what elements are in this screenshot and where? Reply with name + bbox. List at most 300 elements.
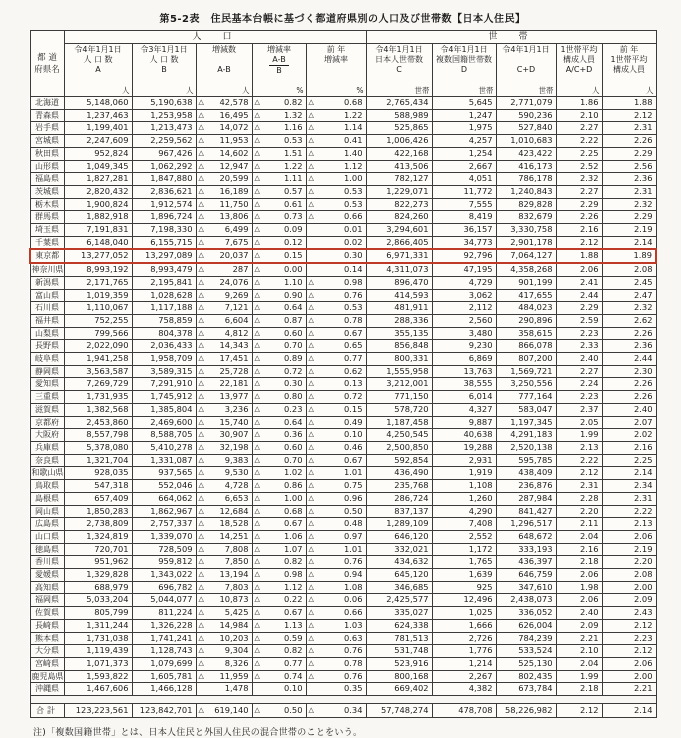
cell-c-plus-d: 2,771,079 — [496, 97, 556, 110]
unit-label: % — [296, 86, 304, 95]
decrease-triangle-icon: △ — [308, 506, 314, 515]
table-row — [30, 683, 656, 696]
header-line: 1世帯平均 — [560, 45, 598, 54]
cell-rate: △ 0.57 — [252, 185, 306, 198]
cell-c: 646,120 — [366, 530, 432, 543]
group-header-household: 世 帯 — [366, 31, 656, 44]
cell-a: 1,119,439 — [64, 645, 132, 658]
decrease-triangle-icon: △ — [198, 455, 204, 464]
cell-prev-avg-members: 2.22 — [602, 505, 656, 518]
prefecture-name: 宮崎県 — [30, 657, 64, 670]
group-header-population: 人 口 — [64, 31, 366, 44]
cell-d: 36,157 — [432, 224, 496, 237]
cell-a: 1,199,401 — [64, 122, 132, 135]
cell-c: 822,273 — [366, 198, 432, 211]
cell-c-plus-d: 290,896 — [496, 314, 556, 327]
cell-avg-members: 2.33 — [556, 340, 602, 353]
cell-d: 9,887 — [432, 416, 496, 429]
cell-prev-avg-members: 2.12 — [602, 645, 656, 658]
cell-a: 952,824 — [64, 147, 132, 160]
decrease-triangle-icon: △ — [198, 493, 204, 502]
cell-diff: △ 10,873 — [196, 594, 252, 607]
cell-c: 286,724 — [366, 492, 432, 505]
cell-avg-members: 2.24 — [556, 378, 602, 391]
decrease-triangle-icon: △ — [308, 608, 314, 617]
cell-diff: △ 18,528 — [196, 518, 252, 531]
cell-c: 414,593 — [366, 289, 432, 302]
cell-a: 1,900,824 — [64, 198, 132, 211]
cell-prev-avg-members: 2.08 — [602, 263, 656, 276]
decrease-triangle-icon: △ — [254, 174, 260, 183]
cell-avg-members: 2.37 — [556, 403, 602, 416]
cell-avg-members: 2.16 — [556, 224, 602, 237]
cell-c: 588,989 — [366, 109, 432, 122]
col-header-a — [64, 44, 132, 97]
cell-rate: △ 0.61 — [252, 198, 306, 211]
cell-rate: △ 0.70 — [252, 454, 306, 467]
cell-c: 592,854 — [366, 454, 432, 467]
decrease-triangle-icon: △ — [254, 315, 260, 324]
cell-a: 5,148,060 — [64, 97, 132, 110]
cell-b: 1,862,967 — [132, 505, 196, 518]
prefecture-name: 埼玉県 — [30, 224, 64, 237]
cell-avg-members: 2.04 — [556, 530, 602, 543]
decrease-triangle-icon: △ — [254, 366, 260, 375]
table-row — [30, 670, 656, 683]
cell-avg-members: 1.86 — [556, 97, 602, 110]
col-header-avg-members — [556, 44, 602, 97]
cell-rate: △ 0.87 — [252, 314, 306, 327]
cell-d: 4,290 — [432, 505, 496, 518]
decrease-triangle-icon: △ — [254, 570, 260, 579]
cell-avg-members: 2.22 — [556, 135, 602, 148]
cell-rate: △ 1.10 — [252, 276, 306, 289]
cell-avg-members: 2.29 — [556, 302, 602, 315]
decrease-triangle-icon: △ — [198, 315, 204, 324]
cell-prev-rate: △ 0.41 — [306, 135, 366, 148]
cell-c-plus-d: 595,785 — [496, 454, 556, 467]
table-row — [30, 173, 656, 186]
decrease-triangle-icon: △ — [198, 341, 204, 350]
decrease-triangle-icon: △ — [198, 620, 204, 629]
prefecture-name: 宮城県 — [30, 135, 64, 148]
decrease-triangle-icon: △ — [308, 186, 314, 195]
cell-c: 578,720 — [366, 403, 432, 416]
cell-a: 1,019,359 — [64, 289, 132, 302]
cell-prev-avg-members: 2.43 — [602, 607, 656, 620]
cell-prev-avg-members: 2.25 — [602, 454, 656, 467]
prefecture-name: 長崎県 — [30, 619, 64, 632]
cell-rate: 0.10 — [252, 683, 306, 696]
table-row — [30, 505, 656, 518]
cell-prev-avg-members: 2.26 — [602, 327, 656, 340]
cell-c: 436,490 — [366, 467, 432, 480]
cell-c-plus-d: 829,828 — [496, 198, 556, 211]
prefecture-name: 広島県 — [30, 518, 64, 531]
cell-a: 1,827,281 — [64, 173, 132, 186]
cell-a: 5,033,204 — [64, 594, 132, 607]
decrease-triangle-icon: △ — [198, 633, 204, 642]
table-row — [30, 391, 656, 404]
table-row — [30, 276, 656, 289]
table-row — [30, 97, 656, 110]
header-line — [499, 55, 554, 65]
prefecture-name: 奈良県 — [30, 454, 64, 467]
cell-b: 552,046 — [132, 480, 196, 493]
cell-b: 1,958,709 — [132, 353, 196, 366]
cell-a: 2,820,432 — [64, 185, 132, 198]
decrease-triangle-icon: △ — [198, 481, 204, 490]
col-header-rate — [252, 44, 306, 97]
cell-a: 5,378,080 — [64, 441, 132, 454]
decrease-triangle-icon: △ — [198, 671, 204, 680]
cell-c-plus-d: 347,610 — [496, 581, 556, 594]
cell-a: 2,022,090 — [64, 340, 132, 353]
decrease-triangle-icon: △ — [198, 379, 204, 388]
header-line: 令4年1月1日 — [74, 45, 122, 54]
cell-c: 413,506 — [366, 160, 432, 173]
decrease-triangle-icon: △ — [308, 570, 314, 579]
cell-c-plus-d: 626,004 — [496, 619, 556, 632]
cell-a: 13,277,052 — [64, 249, 132, 263]
cell-avg-members: 2.12 — [556, 467, 602, 480]
cell-prev-rate: △ 0.77 — [306, 353, 366, 366]
cell-diff: △ 619,140 — [196, 704, 252, 718]
decrease-triangle-icon: △ — [254, 633, 260, 642]
decrease-triangle-icon: △ — [308, 123, 314, 132]
cell-rate: △ 1.12 — [252, 581, 306, 594]
cell-prev-avg-members: 2.14 — [602, 467, 656, 480]
decrease-triangle-icon: △ — [254, 290, 260, 299]
cell-prev-rate: △ 1.08 — [306, 581, 366, 594]
cell-prev-rate: △ 0.72 — [306, 391, 366, 404]
cell-prev-avg-members: 2.44 — [602, 353, 656, 366]
prefecture-name: 富山県 — [30, 289, 64, 302]
cell-rate: △ 0.67 — [252, 607, 306, 620]
unit-label: 人 — [122, 86, 130, 95]
header-line: 増減率 — [324, 55, 348, 65]
cell-c: 645,120 — [366, 569, 432, 582]
table-row — [30, 289, 656, 302]
cell-c: 771,150 — [366, 391, 432, 404]
cell-prev-avg-members: 2.19 — [602, 224, 656, 237]
decrease-triangle-icon: △ — [308, 328, 314, 337]
cell-c: 332,021 — [366, 543, 432, 556]
cell-diff: △ 9,269 — [196, 289, 252, 302]
prefecture-name: 北海道 — [30, 97, 64, 110]
cell-b: 1,253,958 — [132, 109, 196, 122]
cell-c-plus-d: 336,052 — [496, 607, 556, 620]
cell-diff: △ 15,740 — [196, 416, 252, 429]
col-header-prev-avg-members — [602, 44, 656, 97]
cell-diff: △ 14,251 — [196, 530, 252, 543]
decrease-triangle-icon: △ — [254, 392, 260, 401]
cell-prev-rate: △ 0.53 — [306, 198, 366, 211]
cell-rate: △ 0.89 — [252, 353, 306, 366]
cell-d: 1,260 — [432, 492, 496, 505]
cell-prev-avg-members: 2.19 — [602, 543, 656, 556]
cell-diff: △ 6,604 — [196, 314, 252, 327]
cell-a: 7,191,831 — [64, 224, 132, 237]
cell-d: 9,230 — [432, 340, 496, 353]
cell-a: 951,962 — [64, 556, 132, 569]
decrease-triangle-icon: △ — [254, 671, 260, 680]
cell-c-plus-d: 417,655 — [496, 289, 556, 302]
prefecture-name: 和歌山県 — [30, 467, 64, 480]
prefecture-name: 鹿児島県 — [30, 670, 64, 683]
cell-diff: △ 14,984 — [196, 619, 252, 632]
cell-prev-rate: △ 0.53 — [306, 302, 366, 315]
cell-a: 547,318 — [64, 480, 132, 493]
cell-rate: △ 0.70 — [252, 340, 306, 353]
decrease-triangle-icon: △ — [308, 582, 314, 591]
cell-c: 4,250,545 — [366, 429, 432, 442]
decrease-triangle-icon: △ — [254, 341, 260, 350]
cell-rate: △ 0.50 — [252, 704, 306, 718]
cell-diff: △ 7,675 — [196, 236, 252, 249]
cell-c-plus-d: 1,197,345 — [496, 416, 556, 429]
decrease-triangle-icon: △ — [308, 544, 314, 553]
cell-d: 13,763 — [432, 365, 496, 378]
prefecture-name: 山口県 — [30, 530, 64, 543]
decrease-triangle-icon: △ — [254, 493, 260, 502]
cell-c: 2,765,434 — [366, 97, 432, 110]
decrease-triangle-icon: △ — [308, 341, 314, 350]
spacer-row — [30, 696, 656, 704]
total-label: 合計 — [30, 704, 64, 718]
cell-a: 805,799 — [64, 607, 132, 620]
decrease-triangle-icon: △ — [308, 404, 314, 413]
cell-d: 2,931 — [432, 454, 496, 467]
decrease-triangle-icon: △ — [254, 328, 260, 337]
cell-diff: △ 32,198 — [196, 441, 252, 454]
cell-d: 2,560 — [432, 314, 496, 327]
header-line: A/C+D — [565, 65, 593, 75]
cell-b: 7,198,330 — [132, 224, 196, 237]
cell-rate: △ 0.23 — [252, 403, 306, 416]
decrease-triangle-icon: △ — [308, 430, 314, 439]
decrease-triangle-icon: △ — [198, 148, 204, 157]
header-line: C+D — [516, 65, 536, 75]
cell-d: 1,666 — [432, 619, 496, 632]
table-row — [30, 492, 656, 505]
cell-c-plus-d: 58,226,982 — [496, 704, 556, 718]
header-line — [199, 55, 250, 65]
cell-d: 4,327 — [432, 403, 496, 416]
prefecture-name: 香川県 — [30, 556, 64, 569]
decrease-triangle-icon: △ — [254, 98, 260, 106]
table-row — [30, 160, 656, 173]
cell-a: 1,731,038 — [64, 632, 132, 645]
decrease-triangle-icon: △ — [254, 442, 260, 451]
cell-prev-rate: △ 0.53 — [306, 185, 366, 198]
header-line: 令4年1月1日 — [502, 45, 550, 54]
decrease-triangle-icon: △ — [308, 277, 314, 286]
cell-prev-avg-members: 2.32 — [602, 198, 656, 211]
cell-b: 7,291,910 — [132, 378, 196, 391]
cell-prev-rate: 0.30 — [306, 249, 366, 263]
cell-d: 1,108 — [432, 480, 496, 493]
cell-d: 7,408 — [432, 518, 496, 531]
cell-b: 1,847,880 — [132, 173, 196, 186]
table-row — [30, 185, 656, 198]
cell-c: 781,513 — [366, 632, 432, 645]
header-line: 人 口 数 — [83, 55, 113, 65]
cell-c: 288,336 — [366, 314, 432, 327]
cell-c: 2,866,405 — [366, 236, 432, 249]
cell-prev-avg-members: 2.13 — [602, 518, 656, 531]
header-line: 増減率 — [267, 45, 291, 54]
cell-rate: △ 0.60 — [252, 327, 306, 340]
header-line: 令3年1月1日 — [140, 45, 188, 54]
decrease-triangle-icon: △ — [198, 303, 204, 312]
cell-b: 1,326,228 — [132, 619, 196, 632]
cell-rate: △ 0.36 — [252, 429, 306, 442]
table-row — [30, 416, 656, 429]
cell-rate: △ 0.64 — [252, 416, 306, 429]
cell-prev-avg-members: 2.12 — [602, 619, 656, 632]
prefecture-name: 兵庫県 — [30, 441, 64, 454]
decrease-triangle-icon: △ — [254, 265, 260, 274]
header-line: A-B — [217, 65, 231, 75]
cell-rate: △ 0.60 — [252, 441, 306, 454]
decrease-triangle-icon: △ — [308, 148, 314, 157]
prefecture-name: 長野県 — [30, 340, 64, 353]
cell-d: 47,195 — [432, 263, 496, 276]
prefecture-name: 群馬県 — [30, 211, 64, 224]
cell-b: 959,812 — [132, 556, 196, 569]
cell-diff: △ 7,850 — [196, 556, 252, 569]
decrease-triangle-icon: △ — [254, 303, 260, 312]
table-row — [30, 327, 656, 340]
cell-c-plus-d: 841,427 — [496, 505, 556, 518]
decrease-triangle-icon: △ — [198, 277, 204, 286]
cell-b: 1,741,241 — [132, 632, 196, 645]
cell-d: 4,382 — [432, 683, 496, 696]
decrease-triangle-icon: △ — [308, 212, 314, 221]
cell-c-plus-d: 4,291,183 — [496, 429, 556, 442]
cell-a: 2,171,765 — [64, 276, 132, 289]
prefecture-name: 岡山県 — [30, 505, 64, 518]
cell-rate: △ 0.12 — [252, 236, 306, 249]
table-row — [30, 657, 656, 670]
decrease-triangle-icon: △ — [198, 570, 204, 579]
cell-prev-avg-members: 2.00 — [602, 581, 656, 594]
cell-c-plus-d: 646,759 — [496, 569, 556, 582]
cell-prev-avg-members: 2.00 — [602, 670, 656, 683]
cell-b: 1,331,087 — [132, 454, 196, 467]
cell-diff: △ 30,907 — [196, 429, 252, 442]
cell-c-plus-d: 832,679 — [496, 211, 556, 224]
header-line: 人 口 数 — [149, 55, 179, 65]
table-row — [30, 556, 656, 569]
cell-diff: △ 7,121 — [196, 302, 252, 315]
cell-d: 12,496 — [432, 594, 496, 607]
cell-rate: △ 0.00 — [252, 263, 306, 276]
header-line: 令4年1月1日 — [375, 45, 423, 54]
cell-b: 2,259,562 — [132, 135, 196, 148]
header-line: 令4年1月1日 — [440, 45, 488, 54]
decrease-triangle-icon: △ — [254, 658, 260, 667]
decrease-triangle-icon: △ — [308, 633, 314, 642]
decrease-triangle-icon: △ — [198, 110, 204, 119]
decrease-triangle-icon: △ — [198, 557, 204, 566]
cell-a: 720,701 — [64, 543, 132, 556]
cell-a: 2,453,860 — [64, 416, 132, 429]
table-row — [30, 594, 656, 607]
cell-b: 2,836,621 — [132, 185, 196, 198]
table-row — [30, 224, 656, 237]
cell-diff: 1,478 — [196, 683, 252, 696]
cell-prev-rate: 0.35 — [306, 683, 366, 696]
header-line: 前 年 — [326, 45, 346, 54]
decrease-triangle-icon: △ — [308, 519, 314, 528]
cell-c-plus-d: 784,239 — [496, 632, 556, 645]
decrease-triangle-icon: △ — [198, 608, 204, 617]
cell-c: 1,555,958 — [366, 365, 432, 378]
cell-rate: △ 0.64 — [252, 302, 306, 315]
cell-avg-members: 2.16 — [556, 543, 602, 556]
cell-avg-members: 1.88 — [556, 249, 602, 263]
cell-prev-avg-members: 1.89 — [602, 249, 656, 263]
cell-a: 1,049,345 — [64, 160, 132, 173]
decrease-triangle-icon: △ — [308, 455, 314, 464]
cell-c-plus-d: 1,569,721 — [496, 365, 556, 378]
cell-c: 235,768 — [366, 480, 432, 493]
decrease-triangle-icon: △ — [254, 110, 260, 119]
cell-avg-members: 2.31 — [556, 480, 602, 493]
table-row — [30, 340, 656, 353]
decrease-triangle-icon: △ — [254, 225, 260, 234]
cell-avg-members: 2.12 — [556, 704, 602, 718]
cell-prev-rate: △ 1.01 — [306, 543, 366, 556]
decrease-triangle-icon: △ — [198, 417, 204, 426]
cell-avg-members: 2.09 — [556, 619, 602, 632]
cell-rate: △ 1.16 — [252, 122, 306, 135]
decrease-triangle-icon: △ — [198, 237, 204, 246]
decrease-triangle-icon: △ — [254, 237, 260, 246]
cell-c-plus-d: 2,438,073 — [496, 594, 556, 607]
cell-d: 40,638 — [432, 429, 496, 442]
header-line: 1世帯平均 — [610, 55, 648, 65]
decrease-triangle-icon: △ — [254, 430, 260, 439]
prefecture-name: 愛媛県 — [30, 569, 64, 582]
cell-avg-members: 2.04 — [556, 657, 602, 670]
decrease-triangle-icon: △ — [254, 379, 260, 388]
cell-c: 4,311,073 — [366, 263, 432, 276]
cell-b: 758,859 — [132, 314, 196, 327]
table-row — [30, 480, 656, 493]
cell-c: 481,911 — [366, 302, 432, 315]
cell-rate: △ 0.30 — [252, 378, 306, 391]
cell-d: 1,919 — [432, 467, 496, 480]
cell-c: 523,916 — [366, 657, 432, 670]
cell-diff: △ 11,953 — [196, 135, 252, 148]
cell-c-plus-d: 583,047 — [496, 403, 556, 416]
cell-avg-members: 2.40 — [556, 353, 602, 366]
cell-avg-members: 2.27 — [556, 122, 602, 135]
cell-b: 2,757,337 — [132, 518, 196, 531]
cell-d: 1,214 — [432, 657, 496, 670]
decrease-triangle-icon: △ — [198, 658, 204, 667]
cell-diff: △ 13,977 — [196, 391, 252, 404]
decrease-triangle-icon: △ — [198, 442, 204, 451]
decrease-triangle-icon: △ — [198, 225, 204, 234]
cell-b: 696,782 — [132, 581, 196, 594]
cell-b: 1,339,070 — [132, 530, 196, 543]
cell-avg-members: 2.18 — [556, 683, 602, 696]
cell-diff: △ 7,803 — [196, 581, 252, 594]
